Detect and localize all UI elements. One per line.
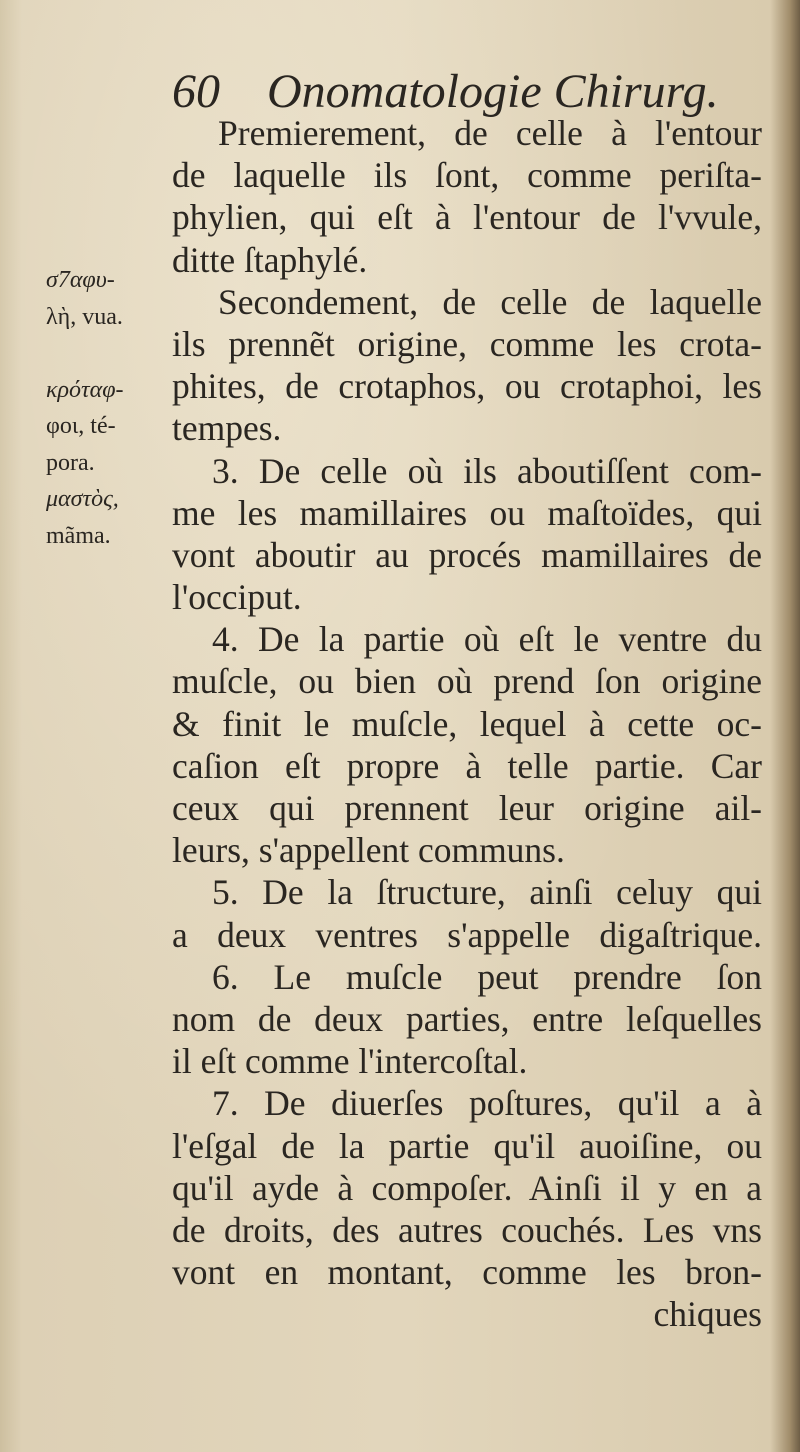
margin-note: λὴ, vua. [46, 303, 123, 330]
text-line: ceux qui prennent leur origine ail- [172, 788, 762, 828]
margin-note: μαστὸς, [46, 486, 119, 512]
text-line: 5. De la ſtructure, ainſi celuy qui [212, 872, 762, 913]
text-line: muſcle, ou bien où prend ſon origine [172, 661, 762, 702]
text-line: ditte ſtaphylé. [172, 239, 368, 280]
text-line: 3. De celle où ils aboutiſſent com- [212, 450, 762, 491]
text-line: 6. Le muſcle peut prendre ſon [212, 956, 762, 997]
text-line: tempes. [172, 408, 282, 449]
text-line: & finit le muſcle, lequel à cette oc- [172, 703, 762, 744]
text-line: leurs, s'appellent communs. [172, 830, 565, 871]
text-line: ils prennẽt origine, comme les crota- [172, 323, 762, 364]
text-line: l'eſgal de la partie qu'il auoiſine, ou [172, 1125, 762, 1166]
text-line: phylien, qui eſt à l'entour de l'vvule, [172, 197, 762, 238]
margin-note: φοι, té- [46, 413, 116, 439]
margin-note: σ7αφυ- [46, 267, 115, 293]
text-line: caſion eſt propre à telle partie. Car [172, 745, 762, 786]
running-title: Onomatologie Chirurg. [267, 65, 719, 118]
text-line: phites, de crotaphos, ou crotaphoi, les [172, 366, 762, 407]
text-line: de droits, des autres couchés. Les vns [172, 1209, 762, 1250]
text-line: de laquelle ils ſont, comme periſta- [172, 155, 762, 196]
text-line: nom de deux parties, entre leſquelles [172, 998, 762, 1039]
margin-note: pora. [46, 449, 95, 476]
text-line: a deux ventres s'appelle digaſtrique. [172, 914, 762, 955]
page-number: 60 [172, 65, 220, 118]
margin-note [46, 335, 166, 372]
text-line: Premierement, de celle à l'entour [218, 113, 762, 153]
text-line: 7. De diuerſes poſtures, qu'il a à [212, 1083, 762, 1124]
catchword: chiques [653, 1294, 762, 1335]
text-line: vont en montant, comme les bron- [172, 1252, 762, 1293]
text-line: qu'il ayde à compoſer. Ainſi il y en a [172, 1167, 762, 1208]
margin-notes [46, 262, 166, 554]
body-text [172, 112, 762, 1335]
text-line: Secondement, de celle de laquelle [218, 281, 762, 322]
text-line: l'occiput. [172, 577, 302, 618]
text-line: vont aboutir au procés mamillaires de [172, 534, 762, 575]
margin-note: mãma. [46, 522, 111, 549]
text-line: me les mamillaires ou maſtoïdes, qui [172, 492, 762, 533]
text-line: 4. De la partie où eſt le ventre du [212, 619, 762, 660]
margin-note: κρόταφ- [46, 376, 124, 403]
text-line: il eſt comme l'intercoſtal. [172, 1041, 528, 1082]
